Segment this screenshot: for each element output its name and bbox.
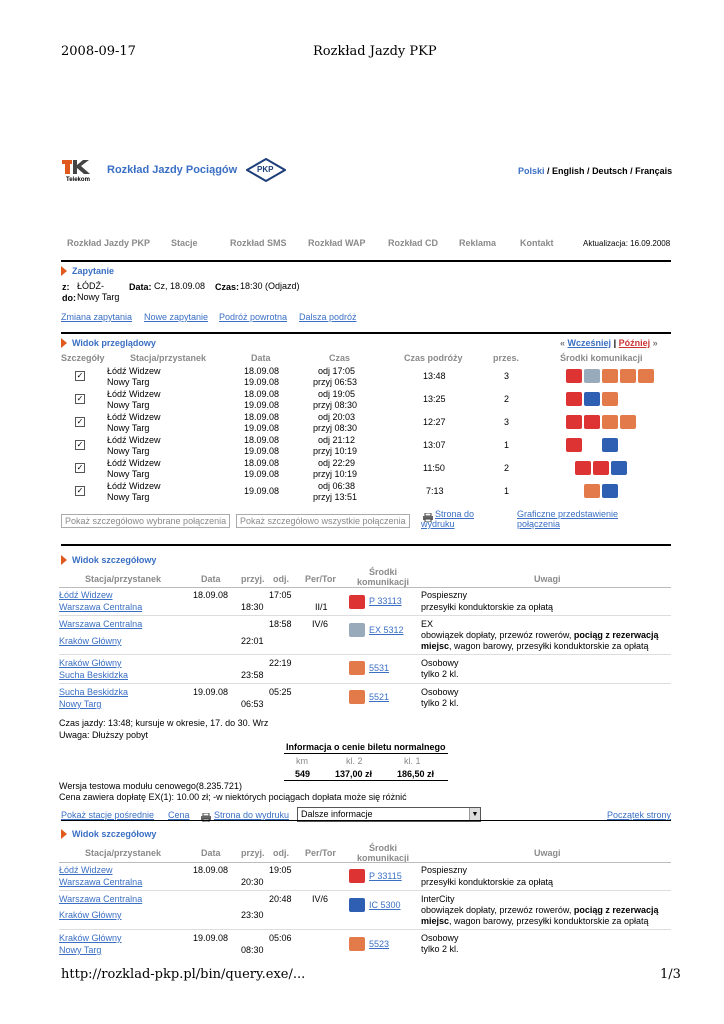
nav-reklama[interactable]: Reklama <box>459 238 497 248</box>
logo-text: Telekom <box>66 177 90 183</box>
station-link[interactable]: Sucha Beskidzka <box>59 687 129 697</box>
row-checkbox[interactable]: ✓ <box>76 394 84 403</box>
train-p-icon <box>575 461 591 475</box>
lang-deutsch[interactable]: Deutsch <box>592 166 628 176</box>
train-link[interactable]: 5523 <box>369 939 390 949</box>
train-p-icon <box>566 392 582 406</box>
link-change-query[interactable]: Zmiana zapytania <box>61 312 133 322</box>
link-new-query[interactable]: Nowe zapytanie <box>144 312 209 322</box>
row-checkbox[interactable]: ✓ <box>76 463 84 472</box>
query-to: Nowy Targ <box>77 292 120 302</box>
divider <box>284 753 448 754</box>
station-link[interactable]: Warszawa Centralna <box>59 602 143 612</box>
double-right-arrow-icon: » <box>652 338 658 348</box>
train-os-icon <box>602 415 618 429</box>
lang-francais[interactable]: Français <box>635 166 673 176</box>
train-link[interactable]: EX 5312 <box>369 625 404 635</box>
divider <box>59 862 671 863</box>
divider <box>61 544 671 546</box>
train-os-icon <box>349 937 365 951</box>
divider <box>61 820 671 821</box>
print-page: 1/3 <box>660 967 681 982</box>
pagination: « Wcześniej | Później » <box>560 338 658 348</box>
divider <box>61 260 671 262</box>
train-os-icon <box>620 415 636 429</box>
train-link[interactable]: IC 5300 <box>369 900 401 910</box>
divider <box>59 587 671 588</box>
query-time: 18:30 (Odjazd) <box>240 281 300 291</box>
later-link[interactable]: Później <box>618 338 651 348</box>
train-ic-icon <box>349 898 365 912</box>
telekom-logo[interactable] <box>62 158 94 184</box>
divider <box>61 332 671 334</box>
train-p-icon <box>349 869 365 883</box>
print-link[interactable]: Strona do wydruku <box>214 810 290 820</box>
lang-polski[interactable]: Polski <box>518 166 545 176</box>
train-ic-icon <box>602 484 618 498</box>
price-title: Informacja o cenie biletu normalnego <box>286 742 446 752</box>
train-os-icon <box>584 484 600 498</box>
print-url: http://rozklad-pkp.pl/bin/query.exe/... <box>61 967 306 982</box>
print-date: 2008-09-17 <box>61 44 136 59</box>
update-date: Aktualizacja: 16.09.2008 <box>583 239 671 248</box>
pkp-logo: PKP <box>246 158 286 182</box>
show-all-button[interactable]: Pokaż szczegółowo wszystkie połączenia <box>236 514 410 528</box>
divider <box>59 890 671 891</box>
section-arrow-icon <box>61 338 67 348</box>
train-link[interactable]: P 33113 <box>369 596 402 606</box>
link-return-trip[interactable]: Podróż powrotna <box>219 312 288 322</box>
train-link[interactable]: 5531 <box>369 663 390 673</box>
more-info-select[interactable]: Dalsze informacje ▼ <box>297 807 481 822</box>
travel-time: Czas jazdy: 13:48; kursuje w okresie, 17. do 30. Wrz <box>59 718 269 728</box>
earlier-link[interactable]: Wcześniej <box>567 338 612 348</box>
detail-title: Widok szczegółowy <box>72 829 157 839</box>
train-ex-icon <box>349 623 365 637</box>
train-p-icon <box>566 415 582 429</box>
divider <box>59 615 671 616</box>
train-tlk-icon <box>602 438 618 452</box>
show-selected-button[interactable]: Pokaż szczegółowo wybrane połączenia <box>61 514 230 528</box>
show-stops-link[interactable]: Pokaż stacje pośrednie <box>61 810 155 820</box>
train-link[interactable]: P 33115 <box>369 871 402 881</box>
price-note: Cena zawiera dopłatę EX(1): 10.00 zł; -w niektórych pociągach dopłata może się różnić <box>59 792 407 802</box>
divider <box>59 929 671 930</box>
link-further-trip[interactable]: Dalsza podróż <box>299 312 357 322</box>
row-checkbox[interactable]: ✓ <box>76 417 84 426</box>
nav-rozklad-sms[interactable]: Rozkład SMS <box>230 238 287 248</box>
version-note: Wersja testowa modułu cenowego(8.235.721) <box>59 781 242 791</box>
section-arrow-icon <box>61 555 67 565</box>
train-p-icon <box>593 461 609 475</box>
divider <box>59 683 671 684</box>
site-title: Rozkład Jazdy Pociągów <box>107 164 238 176</box>
train-ex-icon <box>584 369 600 383</box>
train-os-icon <box>602 392 618 406</box>
query-from: ŁÓDŹ- <box>77 281 104 291</box>
train-os-icon <box>620 369 636 383</box>
print-title: Rozkład Jazdy PKP <box>313 44 437 59</box>
divider <box>59 654 671 655</box>
section-arrow-icon <box>61 266 67 276</box>
chevron-down-icon: ▼ <box>469 808 480 821</box>
query-date: Cz, 18.09.08 <box>154 281 206 291</box>
row-checkbox[interactable]: ✓ <box>76 371 84 380</box>
station-link[interactable]: Nowy Targ <box>59 699 102 709</box>
section-arrow-icon <box>61 829 67 839</box>
overview-title: Widok przeglądowy <box>72 338 156 348</box>
station-link[interactable]: Warszawa Centralna <box>59 894 143 904</box>
station-link[interactable]: Warszawa Centralna <box>59 877 143 887</box>
station-link[interactable]: Kraków Główny <box>59 636 122 646</box>
train-p-icon <box>349 595 365 609</box>
nav-rozklad-jazdy[interactable]: Rozkład Jazdy PKP <box>67 238 151 248</box>
train-os-icon <box>602 369 618 383</box>
row-checkbox[interactable]: ✓ <box>76 486 84 495</box>
detail-title: Widok szczegółowy <box>72 555 157 565</box>
station-link[interactable]: Kraków Główny <box>59 933 122 943</box>
graphic-link[interactable]: Graficzne przedstawienie połączenia <box>517 509 619 529</box>
station-link[interactable]: Nowy Targ <box>59 945 102 955</box>
train-os-icon <box>638 369 654 383</box>
language-switcher: Polski / English / Deutsch / Français <box>518 166 673 176</box>
train-p-icon <box>584 415 600 429</box>
train-tlk-icon <box>611 461 627 475</box>
train-p-icon <box>566 369 582 383</box>
lang-english[interactable]: English <box>552 166 585 176</box>
query-title: Zapytanie <box>72 266 115 276</box>
top-of-page-link[interactable]: Początek strony <box>607 810 672 820</box>
train-ic-icon <box>584 392 600 406</box>
printer-icon <box>201 809 211 818</box>
station-link[interactable]: Kraków Główny <box>59 658 122 668</box>
divider <box>284 780 448 781</box>
train-os-icon <box>349 661 365 675</box>
nav-kontakt[interactable]: Kontakt <box>520 238 554 248</box>
row-checkbox[interactable]: ✓ <box>76 440 84 449</box>
station-link[interactable]: Warszawa Centralna <box>59 619 143 629</box>
station-link[interactable]: Sucha Beskidzka <box>59 670 129 680</box>
station-link[interactable]: Łódź Widzew <box>59 865 113 875</box>
station-link[interactable]: Łódź Widzew <box>59 590 113 600</box>
print-link[interactable]: Strona do wydruku <box>421 509 475 529</box>
train-os-icon <box>349 690 365 704</box>
double-left-arrow-icon: « <box>560 338 566 348</box>
nav-stacje[interactable]: Stacje <box>171 238 198 248</box>
nav-rozklad-wap[interactable]: Rozkład WAP <box>308 238 366 248</box>
station-link[interactable]: Kraków Główny <box>59 910 122 920</box>
price-link[interactable]: Cena <box>168 810 190 820</box>
nav-rozklad-cd[interactable]: Rozkład CD <box>388 238 439 248</box>
warning: Uwaga: Dłuższy pobyt <box>59 730 149 740</box>
train-link[interactable]: 5521 <box>369 692 390 702</box>
train-p-icon <box>566 438 582 452</box>
